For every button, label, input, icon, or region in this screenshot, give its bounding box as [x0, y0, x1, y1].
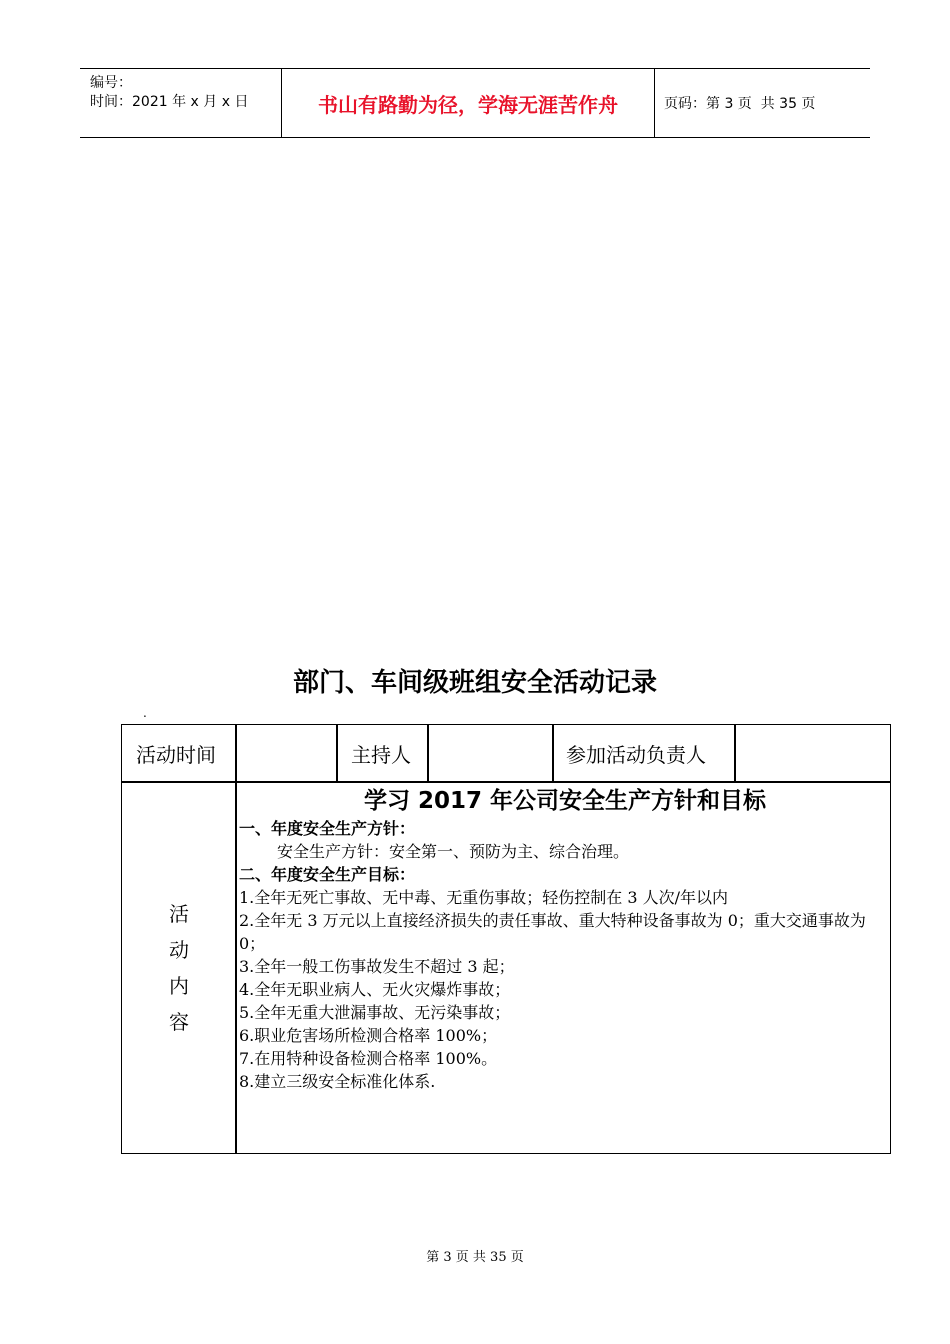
- page-footer: 第 3 页 共 35 页: [426, 1250, 524, 1265]
- activity-content-label: [122, 783, 236, 1153]
- participant-label: 参加活动负责人: [566, 742, 706, 767]
- activity-time-label: 活动时间: [136, 742, 216, 767]
- row-divider: [122, 781, 890, 783]
- goal-item: 8.建立三级安全标准化体系.: [239, 1072, 436, 1091]
- number-label: 编号：: [90, 75, 132, 91]
- host-label: 主持人: [351, 742, 411, 767]
- activity-content: [239, 785, 891, 1093]
- header-motto: 书山有路勤为径，学海无涯苦作舟: [281, 69, 655, 137]
- col-divider: [336, 725, 338, 781]
- goal-item: 1.全年无死亡事故、无中毒、无重伤事故；轻伤控制在 3 人次/年以内: [239, 888, 729, 907]
- col-divider: [235, 725, 237, 781]
- side-char: 内: [169, 974, 189, 998]
- col-divider: [734, 725, 736, 781]
- col-divider: [552, 725, 554, 781]
- side-char: 活: [169, 902, 189, 926]
- side-char: 容: [169, 1010, 189, 1034]
- goal-item: 5.全年无重大泄漏事故、无污染事故；: [239, 1003, 511, 1022]
- document-title: 部门、车间级班组安全活动记录: [292, 668, 657, 698]
- dot-mark: .: [143, 706, 147, 720]
- activity-record-table: [121, 724, 891, 1154]
- goal-item: 4.全年无职业病人、无火灾爆炸事故；: [239, 980, 511, 999]
- policy-text: 安全生产方针：安全第一、预防为主、综合治理。: [277, 842, 630, 861]
- side-char: 动: [169, 938, 189, 962]
- goal-item: 7.在用特种设备检测合格率 100%。: [239, 1049, 498, 1068]
- section-heading: 一、年度安全生产方针：: [239, 819, 416, 838]
- goal-item: 6.职业危害场所检测合格率 100%；: [239, 1026, 498, 1045]
- col-divider: [427, 725, 429, 781]
- header-page-label: 页码：第 3 页 共 35 页: [664, 96, 816, 112]
- header-meta-cell: [80, 69, 281, 137]
- content-title: 学习 2017 年公司安全生产方针和目标: [363, 788, 767, 814]
- goal-item: 2.全年无 3 万元以上直接经济损失的责任事故、重大特种设备事故为 0；重大交通事故为 0；: [239, 911, 866, 953]
- section-heading: 二、年度安全生产目标：: [239, 865, 416, 884]
- goal-item: 3.全年一般工伤事故发生不超过 3 起；: [239, 957, 515, 976]
- time-label: 时间：2021 年 x 月 x 日: [90, 94, 249, 110]
- document-header: [80, 68, 870, 138]
